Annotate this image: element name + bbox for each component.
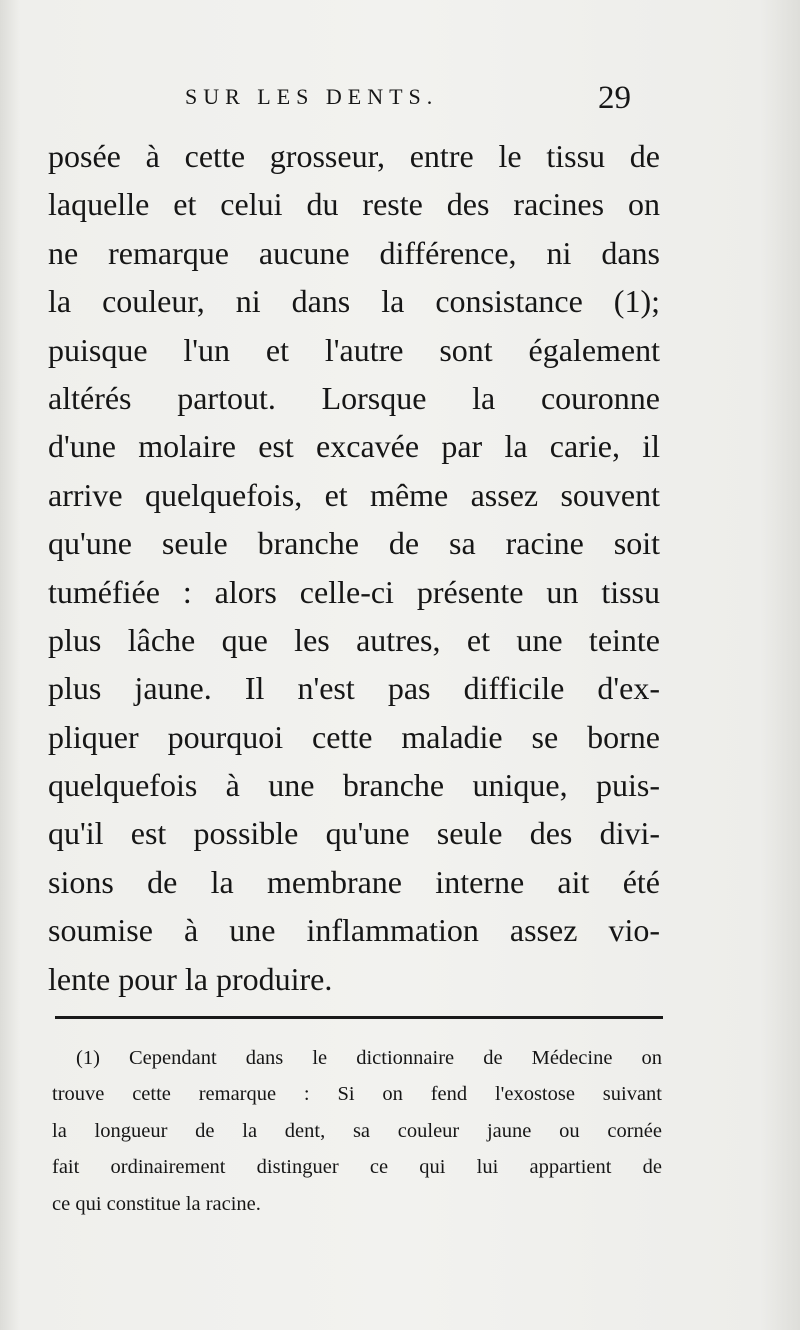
- text-line: arrive quelquefois, et même assez souvent: [48, 476, 660, 513]
- running-head: SUR LES DENTS.: [185, 84, 439, 109]
- footnote-rule: [55, 1016, 663, 1019]
- text-line: sions de la membrane interne ait été: [48, 863, 660, 900]
- text-line: la couleur, ni dans la consistance (1);: [48, 283, 660, 320]
- text-line: laquelle et celui du reste des racines on: [48, 186, 660, 223]
- footnote-line: la longueur de la dent, sa couleur jaune ou cornée: [52, 1119, 662, 1142]
- footnote: [52, 1040, 662, 1222]
- text-line: d'une molaire est excavée par la carie, il: [48, 428, 660, 465]
- text-line: plus lâche que les autres, et une teinte: [48, 621, 660, 658]
- text-line: puisque l'un et l'autre sont également: [48, 331, 660, 368]
- text-line: pliquer pourquoi cette maladie se borne: [48, 718, 660, 755]
- page-number: 29: [598, 80, 631, 116]
- text-line: quelquefois à une branche unique, puis-: [48, 767, 660, 804]
- footnote-line: trouve cette remarque : Si on fend l'exostose suivant: [52, 1083, 662, 1106]
- text-line: altérés partout. Lorsque la couronne: [48, 379, 660, 416]
- text-line: posée à cette grosseur, entre le tissu de: [48, 138, 660, 174]
- footnote-line: (1) Cependant dans le dictionnaire de Médecine on: [76, 1047, 662, 1069]
- footnote-line: fait ordinairement distinguer ce qui lui appartient de: [52, 1156, 662, 1179]
- text-line: tuméfiée : alors celle-ci présente un tissu: [48, 573, 660, 610]
- text-line: qu'une seule branche de sa racine soit: [48, 525, 660, 562]
- footnote-line: ce qui constitue la racine.: [52, 1192, 261, 1215]
- body-text: [48, 132, 660, 1003]
- text-line: plus jaune. Il n'est pas difficile d'ex-: [48, 670, 660, 707]
- text-line: lente pour la produire.: [48, 960, 333, 997]
- text-line: ne remarque aucune différence, ni dans: [48, 234, 660, 271]
- text-line: qu'il est possible qu'une seule des divi-: [48, 815, 660, 852]
- text-line: soumise à une inflammation assez vio-: [48, 912, 660, 949]
